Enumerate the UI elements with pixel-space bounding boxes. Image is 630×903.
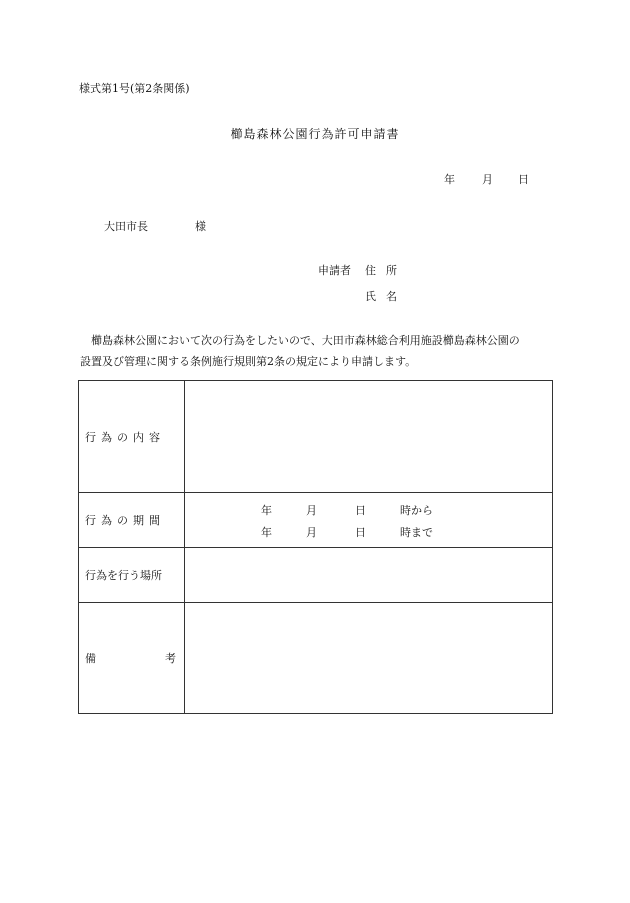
period-to-suffix: 時まで [400, 526, 433, 539]
period-to-day: 日 [355, 526, 366, 539]
label-activity-location [79, 548, 185, 603]
date-day-label: 日 [518, 173, 529, 186]
form-number: 様式第1号(第2条関係) [79, 82, 190, 95]
period-from-day: 日 [355, 504, 366, 517]
table-row-period [79, 493, 553, 548]
date-year-label: 年 [444, 173, 455, 186]
remarks-label-end: 考 [165, 652, 176, 665]
application-statement [80, 330, 555, 372]
label-text: 行為を行う場所 [85, 569, 162, 582]
addressee-name: 大田市長 [104, 220, 148, 233]
period-from-suffix: 時から [400, 504, 433, 517]
activity-content-field[interactable] [185, 381, 553, 493]
date-month-label: 月 [482, 173, 493, 186]
statement-line-1: 櫛島森林公園において次の行為をしたいので、大田市森林総合利用施設櫛島森林公園の [91, 334, 520, 347]
label-activity-period [79, 493, 185, 548]
activity-location-field[interactable] [185, 548, 553, 603]
statement-line-2: 設置及び管理に関する条例施行規則第2条の規定により申請します。 [80, 355, 417, 368]
applicant-address-label: 住所 [365, 264, 407, 277]
label-text: 行為の内容 [85, 430, 165, 444]
addressee-honorific: 様 [195, 220, 206, 233]
remarks-label [85, 650, 184, 666]
document-title: 櫛島森林公園行為許可申請書 [230, 127, 400, 141]
table-row-content [79, 381, 553, 493]
period-from-year: 年 [261, 504, 272, 517]
remarks-field[interactable] [185, 603, 553, 714]
label-remarks [79, 603, 185, 714]
period-to-year: 年 [261, 526, 272, 539]
period-to-row [185, 520, 552, 542]
application-table [78, 380, 553, 714]
period-from-month: 月 [306, 504, 317, 517]
label-text: 行為の期間 [85, 514, 165, 527]
period-from-row [185, 498, 552, 520]
applicant-name-label: 氏名 [365, 290, 407, 303]
remarks-label-start: 備 [85, 652, 96, 665]
applicant-label: 申請者 [318, 264, 351, 277]
activity-period-field[interactable] [185, 493, 553, 548]
table-row-location [79, 548, 553, 603]
table-row-remarks [79, 603, 553, 714]
period-to-month: 月 [306, 526, 317, 539]
label-activity-content [79, 381, 185, 493]
